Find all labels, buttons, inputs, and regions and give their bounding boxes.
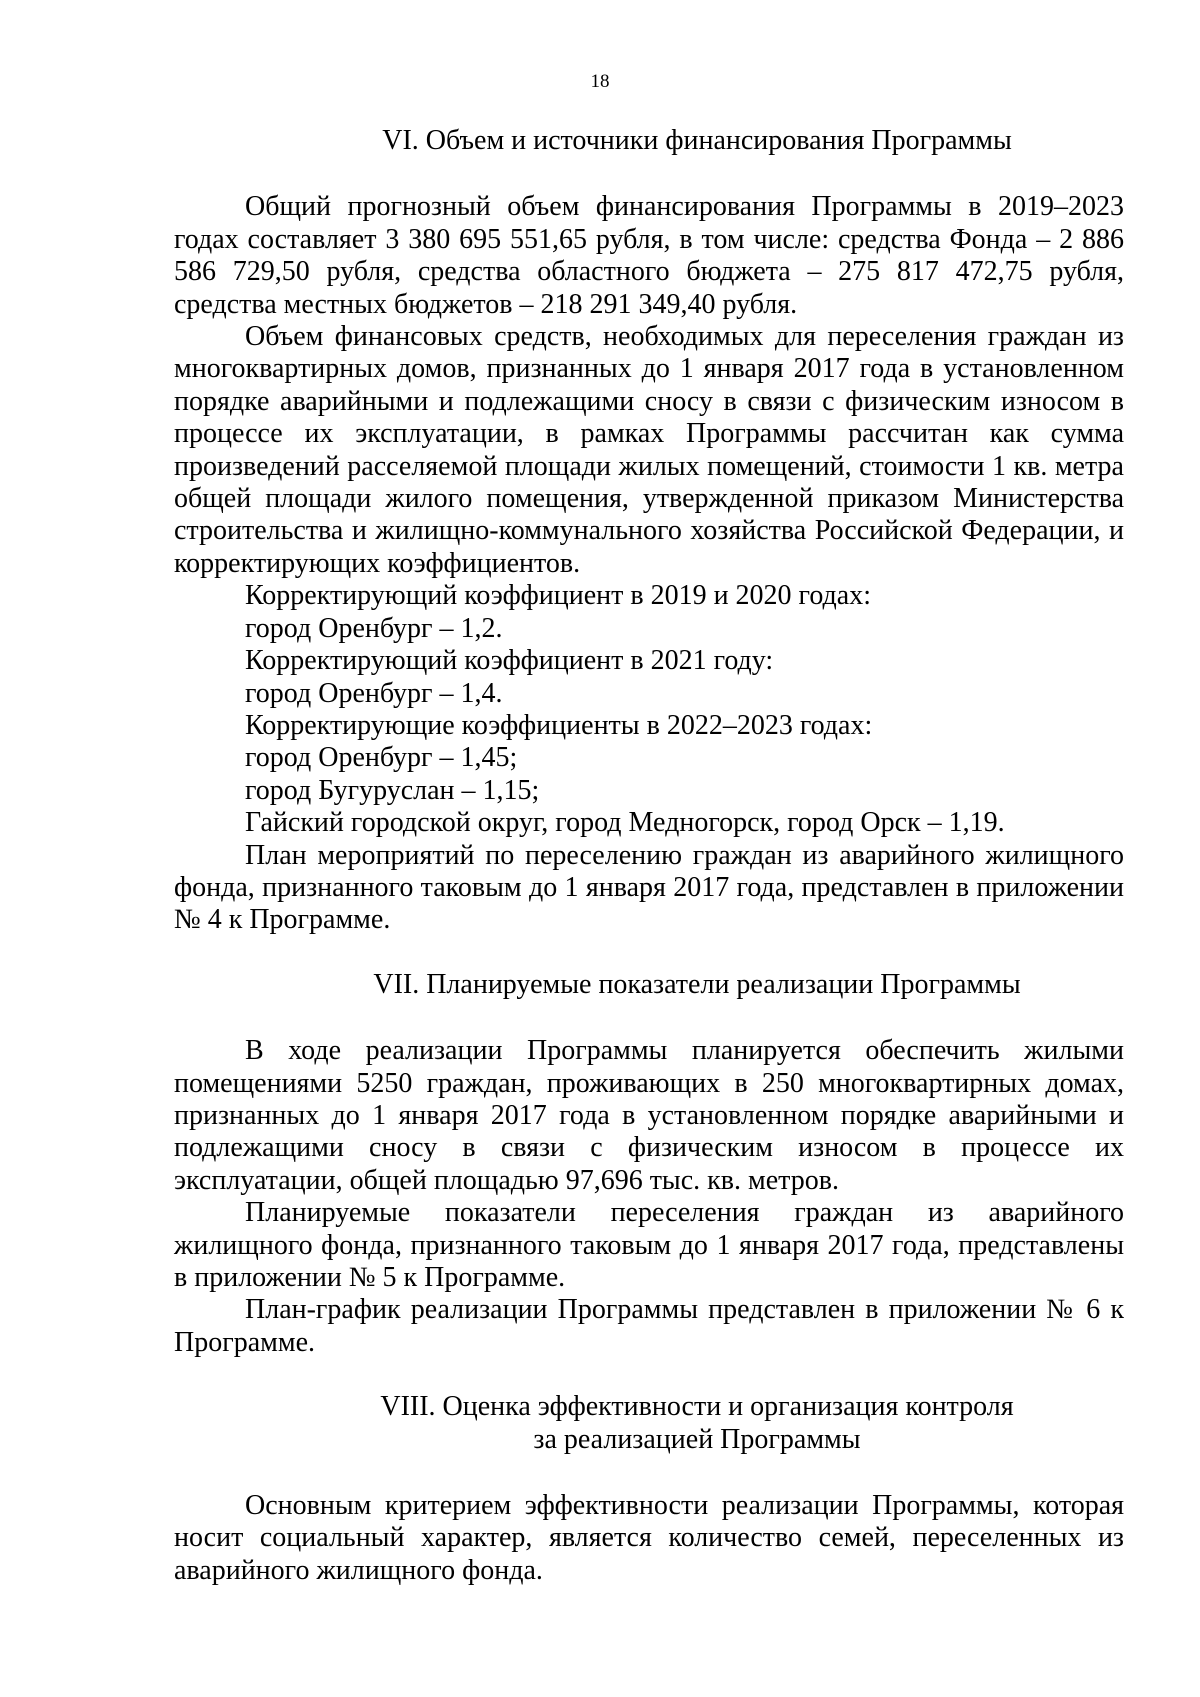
section-8-heading-line-2: за реализацией Программы: [533, 1423, 861, 1455]
section-7-paragraph-2: Планируемые показатели переселения граждан из аварийного жилищного фонда, признанного таковым до 1 января 2017 года, представлены в приложении № 5 к Программе.: [174, 1197, 1124, 1293]
section-6-paragraph-3: План мероприятий по переселению граждан из аварийного жилищного фонда, признанного таковым до 1 января 2017 года, представлен в приложении № 4 к Программе.: [174, 839, 1124, 936]
section-7-paragraph-3: План-график реализации Программы представлен в приложении № 6 к Программе.: [174, 1294, 1124, 1358]
spacer: [174, 1359, 1124, 1391]
coefficient-line: Гайский городской округ, город Медногорск, город Орск – 1,19.: [245, 807, 1005, 839]
section-8-heading: [174, 1391, 1124, 1456]
coefficient-line: город Оренбург – 1,4.: [245, 677, 503, 709]
coefficient-line: город Оренбург – 1,45;: [245, 742, 518, 774]
section-7-paragraph-1: В ходе реализации Программы планируется обеспечить жилыми помещениями 5250 граждан, проживающих в 250 многоквартирных домах, признанных до 1 января 2017 года в установленном порядке аварийными и подлежащими сносу в связи с физическим износом в процессе их эксплуатации, общей площадью 97,696 тыс. кв. метров.: [174, 1035, 1124, 1196]
coefficient-line: город Бугуруслан – 1,15;: [245, 774, 540, 806]
document-body: [174, 125, 1124, 1587]
coefficient-line: Корректирующий коэффициент в 2019 и 2020 годах:: [245, 580, 871, 612]
coefficient-line: Корректирующий коэффициент в 2021 году:: [245, 645, 774, 677]
page-number: 18: [590, 71, 610, 92]
section-6-paragraph-1: Общий прогнозный объем финансирования Программы в 2019–2023 годах составляет 3 380 695 551,65 рубля, в том числе: средства Фонда – 2 886 586 729,50 рубля, средства областного бюджета – 275 817 472,75 рубля, средства местных бюджетов – 218 291 349,40 рубля.: [174, 191, 1124, 320]
section-6-paragraph-2: Объем финансовых средств, необходимых для переселения граждан из многоквартирных домов, признанных до 1 января 2017 года в установленном порядке аварийными и подлежащими сносу в связи с физическим износом в процессе их эксплуатации, в рамках Программы рассчитан как сумма произведений расселяемой площади жилых помещений, стоимости 1 кв. метра общей площади жилого помещения, утвержденной приказом Министерства строительства и жилищно-коммунального хозяйства Российской Федерации, и корректирующих коэффициентов.: [174, 321, 1124, 579]
coefficient-line: город Оренбург – 1,2.: [245, 612, 503, 644]
section-8-paragraph-1: Основным критерием эффективности реализации Программы, которая носит социальный характер, является количество семей, переселенных из аварийного жилищного фонда.: [174, 1490, 1124, 1586]
spacer: [174, 937, 1124, 969]
section-6-heading: VI. Объем и источники финансирования Программы: [382, 125, 1012, 156]
spacer: [174, 157, 1124, 191]
spacer: [174, 1001, 1124, 1035]
spacer: [174, 1456, 1124, 1490]
section-8-heading-line-1: VIII. Оценка эффективности и организация контроля: [380, 1391, 1014, 1423]
coefficient-line: Корректирующие коэффициенты в 2022–2023 годах:: [245, 709, 873, 741]
section-7-heading: VII. Планируемые показатели реализации Программы: [373, 968, 1021, 1000]
